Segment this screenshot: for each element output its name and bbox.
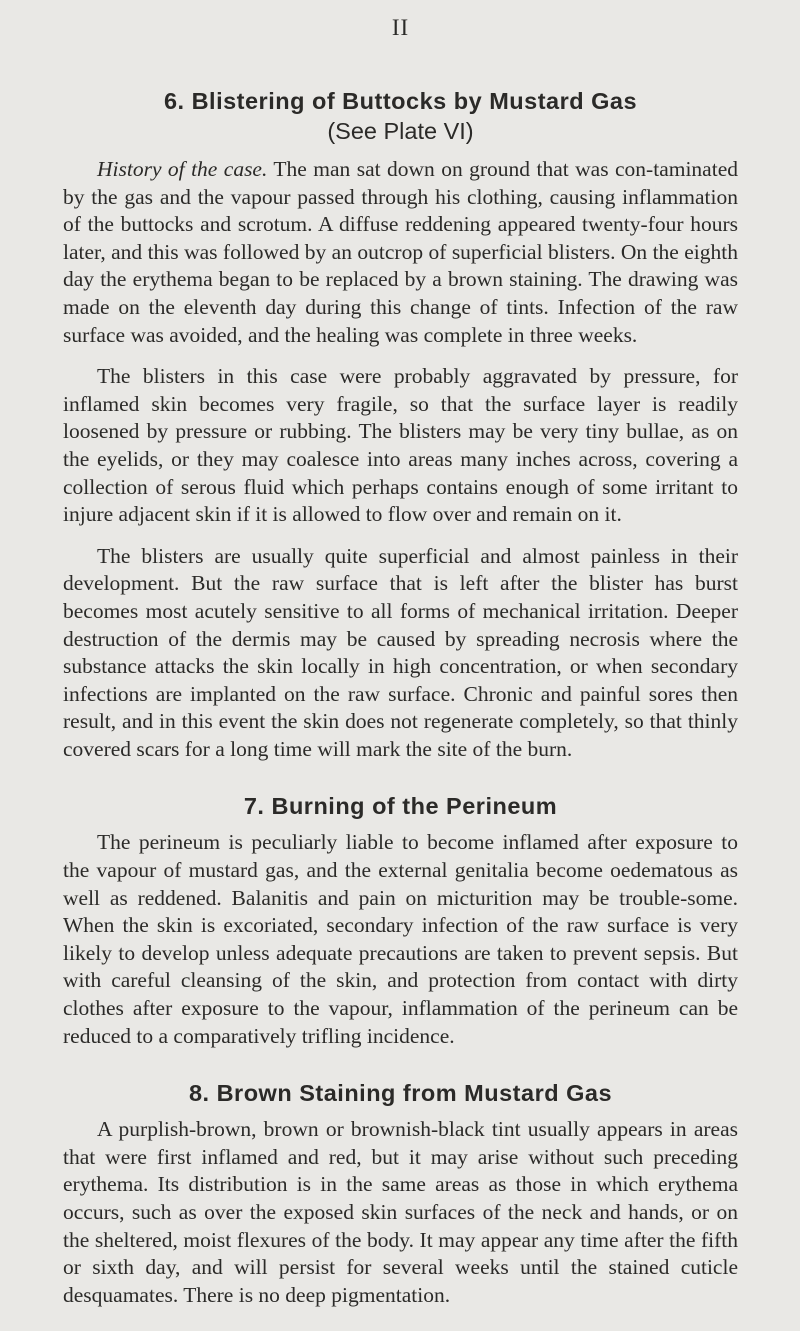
section-6-paragraph-2: The blisters in this case were probably aggravated by pressure, for inflamed skin becomes very fragile, so that the surface layer is readily loosened by pressure or rubbing. The blisters may be very tiny bullae, as on the eyelids, or they may coalesce into areas many inches across, covering a collection of serous fluid which perhaps contains enough of some irritant to injure adjacent skin if it is allowed to flow over and remain on it. — [63, 364, 738, 527]
section-7-paragraph-1: The perineum is peculiarly liable to become inflamed after exposure to the vapour of mustard gas, and the external genitalia become oedematous as well as reddened. Balanitis and pain on micturition may be trouble-some. When the skin is excoriated, secondary infection of the raw surface is very likely to develop unless adequate precautions are taken to prevent sepsis. But with careful cleansing of the skin, and protection from contact with dirty clothes after exposure to the vapour, inflammation of the perineum can be reduced to a comparatively trifling incidence. — [63, 830, 738, 1048]
section-8-paragraph-1: A purplish-brown, brown or brownish-black tint usually appears in areas that were first inflamed and red, but it may arise without such preceding erythema. Its distribution is in the same areas as those in which erythema occurs, such as over the exposed skin surfaces of the neck and hands, or on the sheltered, moist flexures of the body. It may appear any time after the fifth or sixth day, and will persist for several weeks until the stained cuticle desquamates. There is no deep pigmentation. — [63, 1117, 738, 1307]
section-6-paragraph-1 — [63, 156, 738, 349]
section-7-heading: 7. Burning of the Perineum — [243, 793, 558, 820]
page-number: II — [391, 15, 410, 40]
section-6-subheading: (See Plate VI) — [327, 118, 474, 144]
paragraph-text: The man sat down on ground that was con-taminated by the gas and the vapour passed through his clothing, causing inflammation of the buttocks and scrotum. A diffuse reddening appeared twenty-four hours later, and this was followed by an outcrop of superficial blisters. On the eighth day the erythema began to be replaced by a brown staining. The drawing was made on the eleventh day during this change of tints. Infection of the raw surface was avoided, and the healing was complete in three weeks. — [63, 157, 738, 347]
section-6-heading: 6. Blistering of Buttocks by Mustard Gas — [163, 88, 638, 114]
section-6-paragraph-3: The blisters are usually quite superficial and almost painless in their development. But the raw surface that is left after the blister has burst becomes most acutely sensitive to all forms of mechanical irritation. Deeper destruction of the dermis may be caused by spreading necrosis where the substance attacks the skin locally in high concentration, or when secondary infections are implanted on the raw surface. Chronic and painful sores then result, and in this event the skin does not regenerate completely, so that thinly covered scars for a long time will mark the site of the burn. — [63, 543, 738, 761]
section-6-body — [63, 156, 738, 763]
section-6-heading-block — [63, 46, 738, 146]
section-8-heading: 8. Brown Staining from Mustard Gas — [188, 1080, 613, 1107]
paragraph-lead: History of the case. — [97, 157, 268, 181]
